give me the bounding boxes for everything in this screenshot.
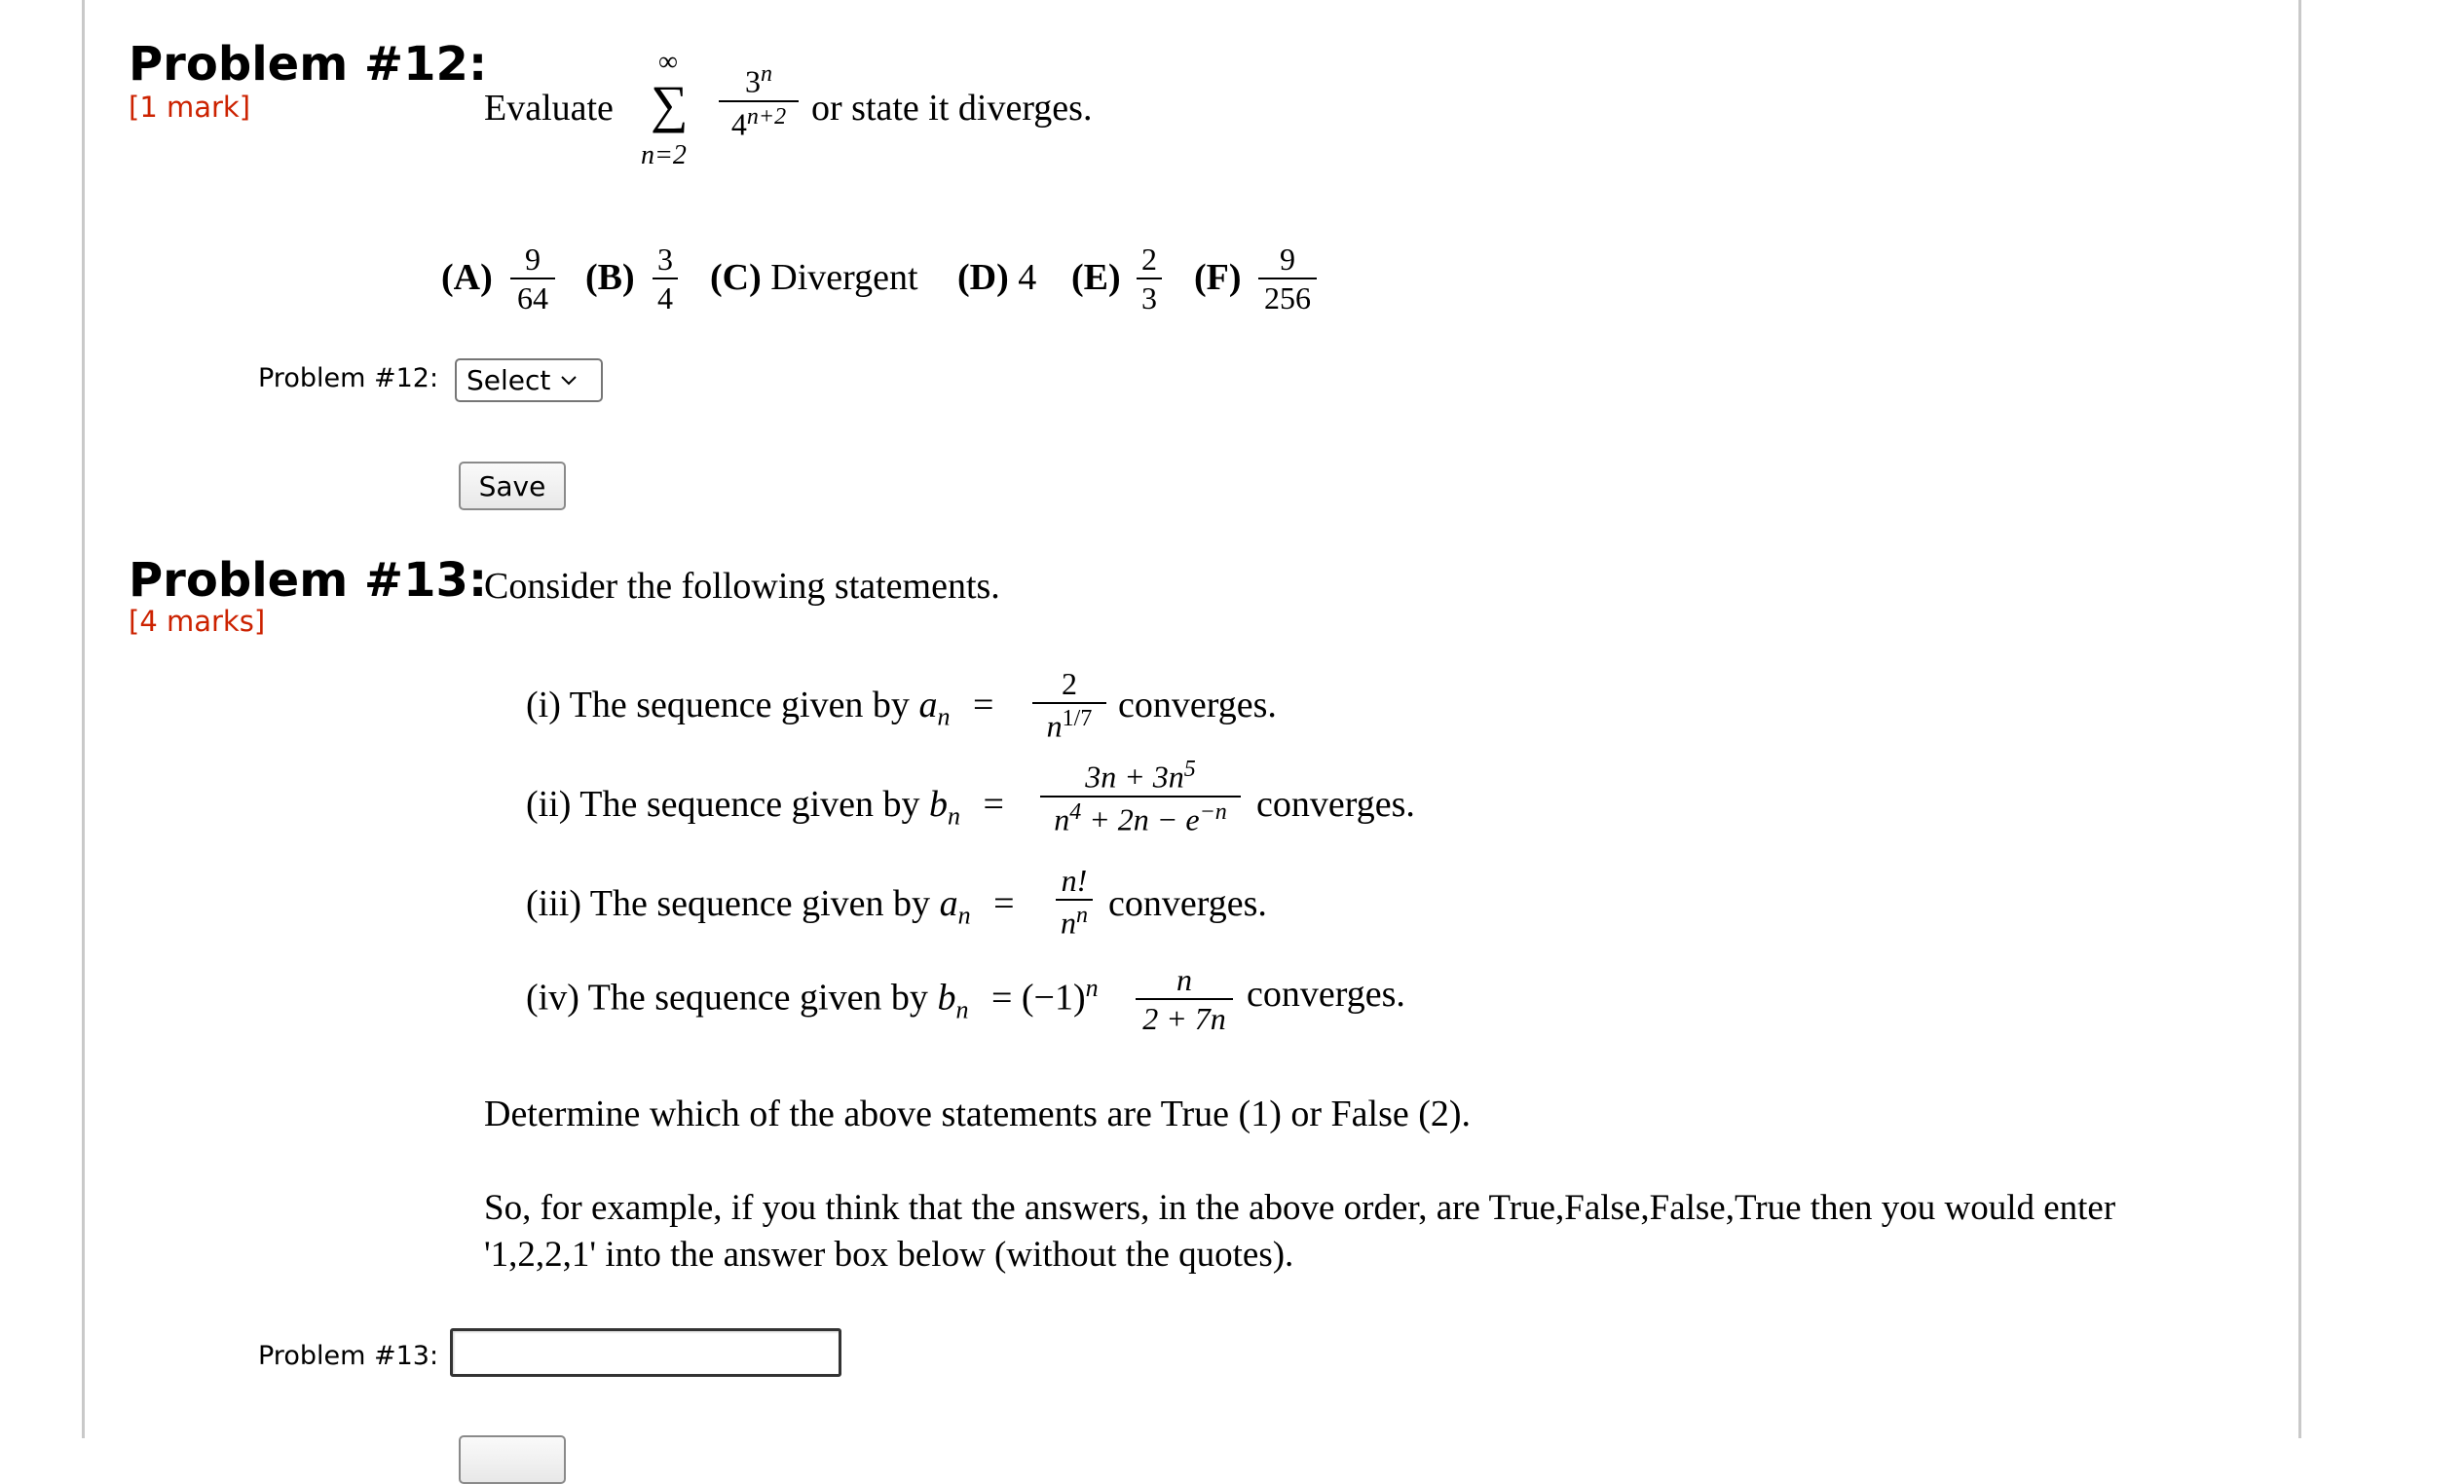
series-term-fraction xyxy=(719,61,799,142)
choice-e-num: 2 xyxy=(1141,241,1157,277)
example-line-1: So, for example, if you think that the answers, in the above order, are True,False,False,True then you would enter xyxy=(484,1188,2116,1228)
statement-1-eq: = xyxy=(972,685,994,725)
numerator-exponent: n xyxy=(761,61,772,87)
choice-b-fraction xyxy=(653,243,678,314)
statement-4-var: b xyxy=(937,977,956,1019)
statement-4-tail: converges. xyxy=(1247,974,1405,1015)
statement-1-var: a xyxy=(918,685,938,725)
problem-13-title: Problem #13: xyxy=(129,553,488,608)
chevron-down-icon xyxy=(560,375,578,387)
statement-3-den-base: n xyxy=(1061,905,1076,941)
sum-upper-limit: ∞ xyxy=(658,47,678,77)
save-button[interactable]: Save xyxy=(459,462,566,510)
numerator-base: 3 xyxy=(745,63,761,99)
problem-12-title: Problem #12: xyxy=(129,37,488,92)
problem-13-save-button-partial[interactable] xyxy=(459,1435,566,1484)
sum-lower-limit xyxy=(641,142,687,169)
statement-3-den xyxy=(1056,904,1093,939)
statement-4-eq: = xyxy=(990,977,1013,1019)
choice-a-num: 9 xyxy=(525,241,541,277)
choice-c-label: (C) xyxy=(710,257,762,298)
statement-3-bar xyxy=(1056,899,1093,901)
choice-d-text: 4 xyxy=(1018,257,1037,298)
choice-e-label: (E) xyxy=(1071,257,1121,298)
statement-3-eq: = xyxy=(993,883,1015,924)
choice-e-den: 3 xyxy=(1141,280,1157,315)
denominator-exponent: n+2 xyxy=(746,103,787,130)
determine-text: Determine which of the above statements are True (1) or False (2). xyxy=(484,1094,1472,1134)
sum-lower-limit-text: n=2 xyxy=(641,140,687,170)
statement-3-var: a xyxy=(939,883,958,924)
diverges-text: or state it diverges. xyxy=(811,88,1093,129)
statement-1-text: (i) The sequence given by xyxy=(526,685,910,725)
choice-e-fraction xyxy=(1137,243,1162,314)
choice-f-label: (F) xyxy=(1194,257,1242,298)
statement-2-text: (ii) The sequence given by xyxy=(526,784,920,825)
choice-f-fraction xyxy=(1258,243,1317,314)
statement-1-den-exp: 1/7 xyxy=(1062,706,1093,731)
example-line-2: '1,2,2,1' into the answer box below (without the quotes). xyxy=(484,1235,1294,1275)
choice-a-label: (A) xyxy=(441,257,493,298)
right-page-border xyxy=(2298,0,2301,1438)
statement-2-bar xyxy=(1040,796,1241,798)
choice-a-bar xyxy=(510,278,555,279)
statement-2-den-exp1: 4 xyxy=(1069,798,1082,825)
statement-2-den-exp2: −n xyxy=(1199,798,1227,825)
statement-4 xyxy=(526,976,1099,1022)
statement-4-sub: n xyxy=(955,995,969,1024)
problem-13-answer-input[interactable] xyxy=(450,1328,841,1377)
statement-1 xyxy=(526,686,993,730)
choice-f-num: 9 xyxy=(1280,241,1295,277)
statement-1-den xyxy=(1032,707,1106,742)
statement-2-eq: = xyxy=(983,784,1004,825)
series-denominator xyxy=(719,105,799,140)
choice-f-den: 256 xyxy=(1264,280,1311,315)
statement-4-num: n xyxy=(1176,962,1192,997)
choice-c-text: Divergent xyxy=(770,257,918,298)
select-value: Select xyxy=(467,364,551,396)
choice-e-bar xyxy=(1137,278,1162,279)
choice-d xyxy=(957,259,1036,296)
series-numerator xyxy=(719,62,799,97)
statement-1-num: 2 xyxy=(1062,666,1077,701)
choice-a-den: 64 xyxy=(517,280,548,315)
statement-2-den xyxy=(1040,800,1241,835)
choice-d-label: (D) xyxy=(957,257,1009,298)
statement-1-fraction xyxy=(1032,668,1106,742)
statement-2-sub: n xyxy=(948,801,960,831)
statement-1-tail: converges. xyxy=(1118,685,1277,725)
statement-2-fraction xyxy=(1040,758,1241,835)
evaluate-text: Evaluate xyxy=(484,88,614,129)
statement-1-den-base: n xyxy=(1046,708,1063,744)
statement-2-tail: converges. xyxy=(1256,784,1415,825)
statement-3-tail: converges. xyxy=(1108,883,1267,924)
statement-4-bar xyxy=(1136,998,1233,1000)
statement-4-factor: (−1) xyxy=(1021,977,1086,1019)
choice-f-bar xyxy=(1258,278,1317,279)
statement-4-factor-exp: n xyxy=(1085,974,1099,1002)
choice-b-num: 3 xyxy=(657,241,673,277)
choice-c xyxy=(710,259,918,296)
statement-3 xyxy=(526,885,1015,929)
problem-13-intro: Consider the following statements. xyxy=(484,566,1000,607)
statement-2 xyxy=(526,786,1004,830)
problem-12-answer-label: Problem #12: xyxy=(258,363,439,393)
statement-4-fraction xyxy=(1136,964,1233,1034)
denominator-base: 4 xyxy=(730,106,747,142)
statement-1-sub: n xyxy=(937,702,951,731)
statement-1-bar xyxy=(1032,702,1106,704)
statement-3-num: n! xyxy=(1061,863,1088,898)
problem-12-marks: [1 mark] xyxy=(129,91,251,124)
problem-12-select[interactable] xyxy=(455,358,603,402)
statement-3-den-exp: n xyxy=(1076,903,1088,928)
statement-3-sub: n xyxy=(957,901,971,930)
statement-2-den-b: + 2n − e xyxy=(1089,801,1200,837)
sigma-symbol: ∑ xyxy=(651,75,689,133)
choice-a-fraction xyxy=(510,243,555,314)
choice-b-den: 4 xyxy=(657,280,673,315)
statement-4-text: (iv) The sequence given by xyxy=(526,977,928,1019)
statement-3-fraction xyxy=(1056,865,1093,939)
statement-2-var: b xyxy=(929,784,948,825)
choice-b-label: (B) xyxy=(585,257,635,298)
problem-13-answer-label: Problem #13: xyxy=(258,1341,439,1371)
statement-2-den-a: n xyxy=(1054,801,1070,837)
statement-2-num-exp: 5 xyxy=(1183,757,1196,782)
statement-2-num xyxy=(1040,758,1241,793)
problem-13-marks: [4 marks] xyxy=(129,605,266,638)
statement-3-text: (iii) The sequence given by xyxy=(526,883,931,924)
fraction-bar xyxy=(719,100,799,102)
statement-2-num-base: 3n + 3n xyxy=(1085,759,1184,795)
choice-b-bar xyxy=(653,278,678,279)
statement-4-den: 2 + 7n xyxy=(1142,1001,1226,1036)
left-page-border xyxy=(82,0,85,1438)
